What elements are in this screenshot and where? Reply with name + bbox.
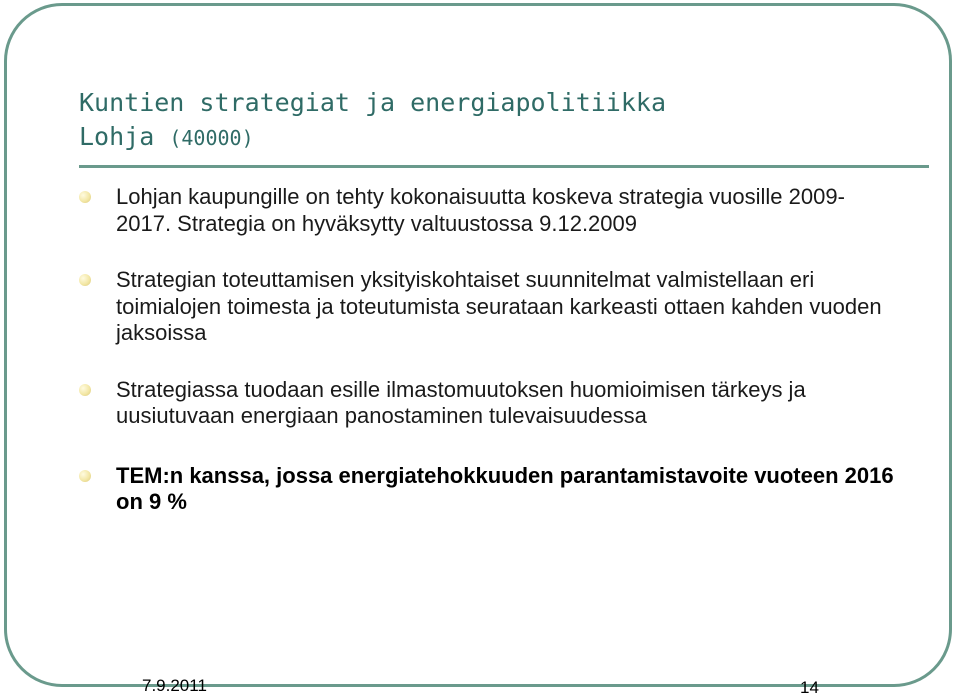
bullet-text: Strategiassa tuodaan esille ilmastomuutoksen huomioimisen tärkeys ja uusiutuvaan energiaan panostaminen tulevaisuudessa (116, 376, 806, 428)
title-line-1: Kuntien strategiat ja energiapolitiikka (79, 88, 666, 117)
bullet-text: Strategian toteuttamisen yksityiskohtaiset suunnitelmat valmistellaan eri toimialojen toimesta ja toteutumista seurataan karkeasti ottaen kahden vuoden jaksoissa (116, 267, 882, 345)
bullet-item (79, 184, 899, 237)
footer-date: 7.9.2011 (142, 676, 207, 695)
bullet-dot-icon (79, 274, 91, 286)
title-line-2: Lohja (79, 122, 155, 151)
title-population: (40000) (169, 126, 254, 150)
bullet-list (79, 184, 899, 544)
bullet-item (79, 377, 899, 430)
bullet-item (79, 267, 899, 347)
bullet-text: Lohjan kaupungille on tehty kokonaisuutta koskeva strategia vuosille 2009- 2017. Strategia on hyväksytty valtuustossa 9.12.2009 (116, 184, 845, 236)
bullet-item (79, 463, 899, 516)
bullet-text: TEM:n kanssa, jossa energiatehokkuuden parantamistavoite vuoteen 2016 on 9 % (116, 462, 894, 514)
page-number: 14 (800, 678, 819, 696)
slide-title (79, 86, 879, 155)
bullet-dot-icon (79, 191, 91, 203)
title-divider (79, 165, 929, 168)
bullet-dot-icon (79, 384, 91, 396)
bullet-dot-icon (79, 470, 91, 482)
